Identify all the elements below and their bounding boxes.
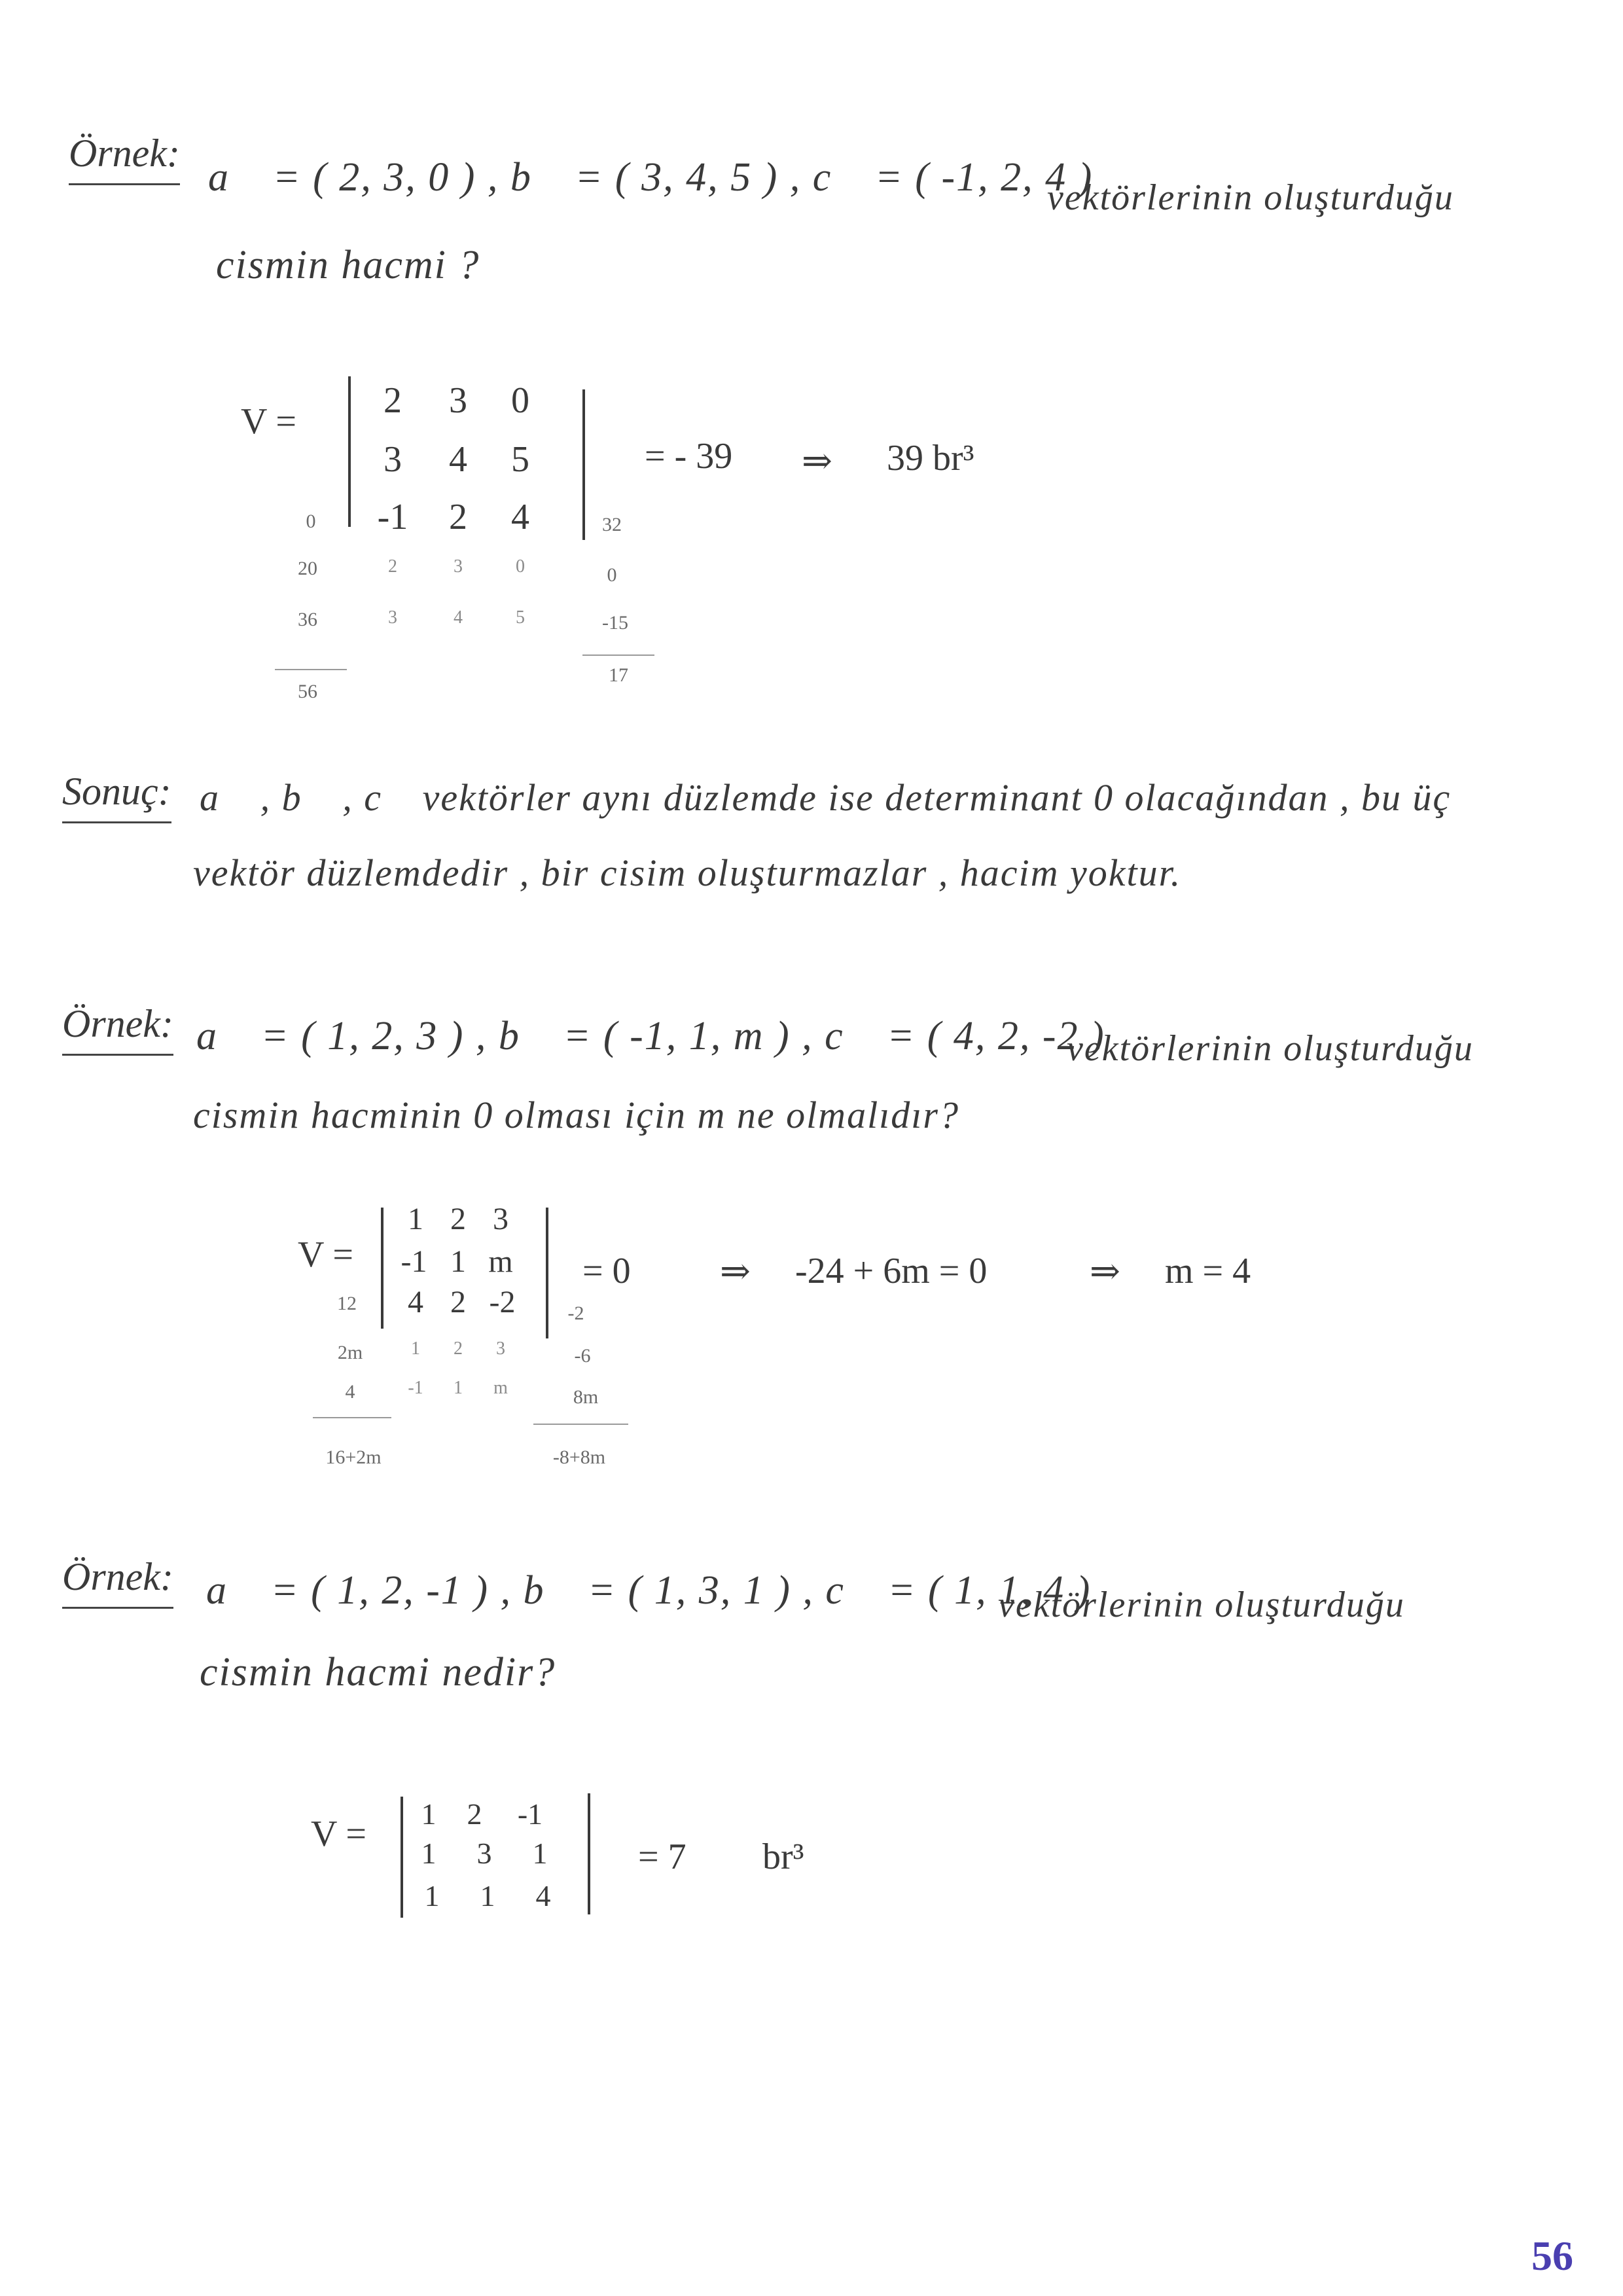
ex1-matrix-cell: 2 <box>449 497 467 537</box>
ex2-right-product: -6 <box>574 1345 591 1367</box>
ex3-matrix-cell: -1 <box>517 1797 543 1831</box>
ex2-sarrus-cell: 1 <box>454 1378 463 1398</box>
ex3-matrix-cell: 1 <box>424 1879 440 1912</box>
ex2-sarrus-cell: -1 <box>408 1378 423 1398</box>
ex1-sarrus-cell: 3 <box>388 607 397 628</box>
ex2-question-end: vektörlerinin oluşturduğu <box>1067 1028 1474 1069</box>
ex1-right-total: 17 <box>609 664 628 686</box>
note-line2: vektör düzlemdedir , bir cisim oluşturmazlar , hacim yoktur. <box>193 852 1182 894</box>
ex3-matrix-cell: 4 <box>535 1879 551 1912</box>
ex1-matrix-cell: -1 <box>377 497 408 537</box>
ex1-right-sum-rule <box>582 655 654 656</box>
ex2-matrix-cell: 2 <box>450 1285 466 1319</box>
ex1-matrix-cell: 3 <box>383 439 402 480</box>
ex2-det-bar-left <box>381 1208 383 1329</box>
ex2-label: Örnek: <box>62 1002 173 1045</box>
ex1-label: Örnek: <box>69 132 180 175</box>
ex3-matrix-cell: 1 <box>421 1837 437 1870</box>
ex2-matrix-cell: m <box>488 1244 513 1279</box>
ex2-sarrus-cell: 3 <box>496 1338 505 1359</box>
ex2-matrix-cell: 3 <box>493 1202 508 1236</box>
ex1-left-total: 56 <box>298 681 317 702</box>
ex1-question-end: vektörlerinin oluşturduğu <box>1047 177 1454 218</box>
ex1-matrix-cell: 5 <box>511 439 529 480</box>
ex2-left-product: 12 <box>337 1293 357 1314</box>
ex2-right-total: -8+8m <box>552 1446 606 1468</box>
ex2-matrix-cell: -1 <box>401 1244 427 1279</box>
ex1-det-bar-right <box>582 389 585 540</box>
ex3-answer-unit: br³ <box>762 1837 804 1877</box>
ex2-equation: -24 + 6m = 0 <box>795 1251 988 1291</box>
ex2-right-product: -2 <box>567 1302 584 1324</box>
ex3-det-bar-left <box>401 1797 403 1918</box>
ex3-matrix-cell: 1 <box>480 1879 495 1912</box>
ex3-matrix-cell: 1 <box>421 1797 437 1831</box>
ex1-matrix-cell: 2 <box>383 380 402 421</box>
ex1-answer: 39 br³ <box>887 438 974 478</box>
ex3-question: cismin hacmi nedir? <box>200 1650 556 1695</box>
ex2-left-product: 2m <box>337 1342 363 1363</box>
ex1-v-label: V = <box>241 401 297 442</box>
ex1-determinant-value: = - 39 <box>645 436 733 476</box>
ex1-matrix-cell: 4 <box>449 439 467 480</box>
ex2-determinant-value: = 0 <box>582 1251 631 1291</box>
ex3-question-end: vektörlerinin oluşturduğu <box>998 1585 1405 1625</box>
ex2-right-sum-rule <box>533 1424 628 1425</box>
ex2-vectors: a⃗ = ( 1, 2, 3 ) , b⃗ = ( -1, 1, m ) , c⃗ = ( 4, 2, -2 ) <box>196 1014 1105 1058</box>
ex2-matrix-cell: -2 <box>489 1285 516 1319</box>
ex1-sarrus-cell: 4 <box>454 607 463 628</box>
ex3-vectors: a⃗ = ( 1, 2, -1 ) , b⃗ = ( 1, 3, 1 ) , c⃗ = ( 1, 1, 4 ) <box>206 1568 1092 1613</box>
ex3-v-label: V = <box>311 1814 367 1854</box>
ex2-implies-arrow: ⇒ <box>720 1251 751 1292</box>
ex3-matrix-cell: 1 <box>532 1837 548 1870</box>
ex2-matrix-cell: 4 <box>408 1285 423 1319</box>
note-line1: a⃗ , b⃗ , c⃗ vektörler aynı düzlemde ise determinant 0 olacağından , bu üç <box>200 776 1452 819</box>
ex2-det-bar-right <box>546 1208 548 1338</box>
ex1-right-product: 32 <box>602 514 622 535</box>
ex1-sarrus-cell: 5 <box>516 607 525 628</box>
ex1-left-sum-rule <box>275 669 347 670</box>
ex2-matrix-cell: 1 <box>450 1244 466 1279</box>
ex1-matrix-cell: 4 <box>511 497 529 537</box>
ex2-matrix-cell: 2 <box>450 1202 466 1236</box>
ex2-question: cismin hacminin 0 olması için m ne olmalıdır? <box>193 1094 959 1136</box>
ex3-matrix-cell: 3 <box>476 1837 492 1870</box>
ex2-matrix-cell: 1 <box>408 1202 423 1236</box>
ex1-matrix-cell: 0 <box>511 380 529 421</box>
ex1-sarrus-cell: 3 <box>454 556 463 577</box>
ex2-right-product: 8m <box>573 1386 599 1408</box>
ex2-left-sum-rule <box>313 1417 391 1418</box>
ex2-sarrus-cell: m <box>493 1378 508 1398</box>
ex2-answer: m = 4 <box>1165 1251 1251 1291</box>
ex1-det-bar-left <box>348 376 351 527</box>
ex1-implies-arrow: ⇒ <box>802 441 832 482</box>
ex2-sarrus-cell: 1 <box>411 1338 420 1359</box>
ex2-v-label: V = <box>298 1234 354 1275</box>
page-number: 56 <box>1531 2233 1573 2279</box>
ex3-determinant-value: = 7 <box>638 1837 687 1877</box>
ex2-implies-arrow-2: ⇒ <box>1090 1251 1120 1292</box>
ex1-right-product: 0 <box>607 564 617 586</box>
ex1-left-product: 20 <box>298 558 317 579</box>
ex1-left-product: 0 <box>306 511 316 532</box>
ex3-matrix-cell: 2 <box>467 1797 482 1831</box>
ex1-question: cismin hacmi ? <box>216 243 480 287</box>
ex2-left-total: 16+2m <box>325 1446 382 1468</box>
ex1-vectors: a⃗ = ( 2, 3, 0 ) , b⃗ = ( 3, 4, 5 ) , c⃗ = ( -1, 2, 4 ) <box>208 155 1094 200</box>
ex2-sarrus-cell: 2 <box>454 1338 463 1359</box>
ex1-matrix-cell: 3 <box>449 380 467 421</box>
ex1-left-product: 36 <box>298 609 317 630</box>
note-label: Sonuç: <box>62 770 171 813</box>
ex1-right-product: -15 <box>602 612 628 634</box>
ex1-sarrus-cell: 2 <box>388 556 397 577</box>
ex3-det-bar-right <box>588 1793 590 1914</box>
ex3-label: Örnek: <box>62 1555 173 1598</box>
ex2-left-product: 4 <box>345 1381 355 1403</box>
ex1-sarrus-cell: 0 <box>516 556 525 577</box>
